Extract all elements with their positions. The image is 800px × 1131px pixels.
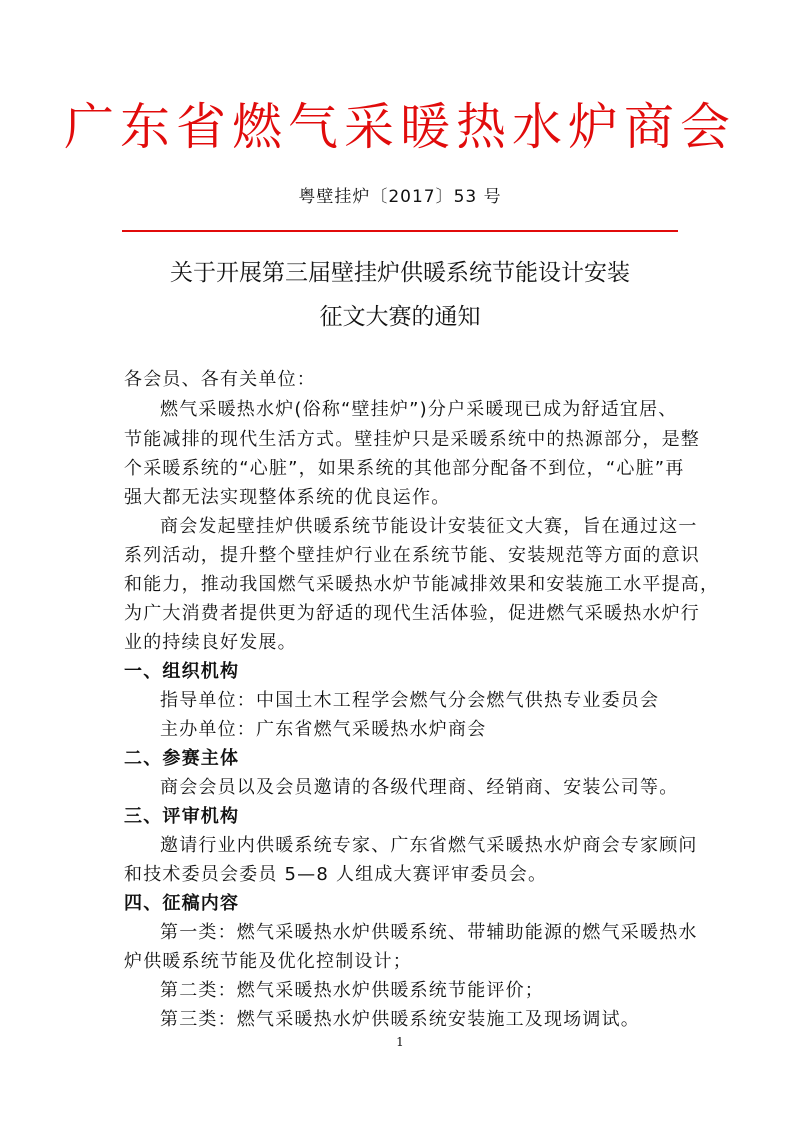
document-title-line-1: 关于开展第三届壁挂炉供暖系统节能设计安装 — [170, 260, 630, 286]
paragraph-1-line: 强大都无法实现整体系统的优良运作。 — [124, 487, 451, 508]
paragraph-2-line: 系列活动，提升整个壁挂炉行业在系统节能、安装规范等方面的意识 — [124, 545, 700, 566]
section-1-line: 指导单位：中国土木工程学会燃气分会燃气供热专业委员会 — [160, 690, 660, 711]
document-title-line-2: 征文大赛的通知 — [319, 304, 481, 330]
section-4-line: 炉供暖系统节能及优化控制设计； — [124, 951, 412, 972]
document-number: 粤壁挂炉〔2017〕53 号 — [298, 187, 502, 207]
paragraph-1-line: 燃气采暖热水炉(俗称“壁挂炉”)分户采暖现已成为舒适宜居、 — [160, 399, 678, 420]
section-4-line: 第二类：燃气采暖热水炉供暖系统节能评价； — [160, 980, 544, 1001]
section-2-line: 商会会员以及会员邀请的各级代理商、经销商、安装公司等。 — [160, 777, 679, 798]
section-heading-review: 三、评审机构 — [124, 806, 240, 827]
section-heading-organization: 一、组织机构 — [124, 661, 240, 682]
page-number: 1 — [396, 1035, 404, 1049]
paragraph-1-line: 节能减排的现代生活方式。壁挂炉只是采暖系统中的热源部分，是整 — [124, 429, 700, 450]
section-4-line: 第三类：燃气采暖热水炉供暖系统安装施工及现场调试。 — [160, 1009, 640, 1030]
section-3-line: 和技术委员会委员 5—8 人组成大赛评审委员会。 — [124, 864, 548, 885]
paragraph-1-line: 个采暖系统的“心脏”，如果系统的其他部分配备不到位，“心脏”再 — [124, 458, 685, 479]
paragraph-2-line: 商会发起壁挂炉供暖系统节能设计安装征文大赛，旨在通过这一 — [160, 516, 698, 537]
section-3-line: 邀请行业内供暖系统专家、广东省燃气采暖热水炉商会专家顾问 — [160, 835, 698, 856]
paragraph-2-line: 业的持续良好发展。 — [124, 632, 297, 653]
organization-header: 广东省燃气采暖热水炉商会 — [64, 98, 736, 156]
section-4-line: 第一类：燃气采暖热水炉供暖系统、带辅助能源的燃气采暖热水 — [160, 922, 698, 943]
paragraph-2-line: 和能力，推动我国燃气采暖热水炉节能减排效果和安装施工水平提高， — [124, 574, 720, 595]
section-heading-participants: 二、参赛主体 — [124, 748, 240, 769]
header-divider — [122, 230, 678, 232]
section-heading-content: 四、征稿内容 — [124, 893, 240, 914]
paragraph-2-line: 为广大消费者提供更为舒适的现代生活体验，促进燃气采暖热水炉行 — [124, 603, 700, 624]
salutation: 各会员、各有关单位： — [124, 369, 316, 390]
section-1-line: 主办单位：广东省燃气采暖热水炉商会 — [160, 719, 487, 740]
